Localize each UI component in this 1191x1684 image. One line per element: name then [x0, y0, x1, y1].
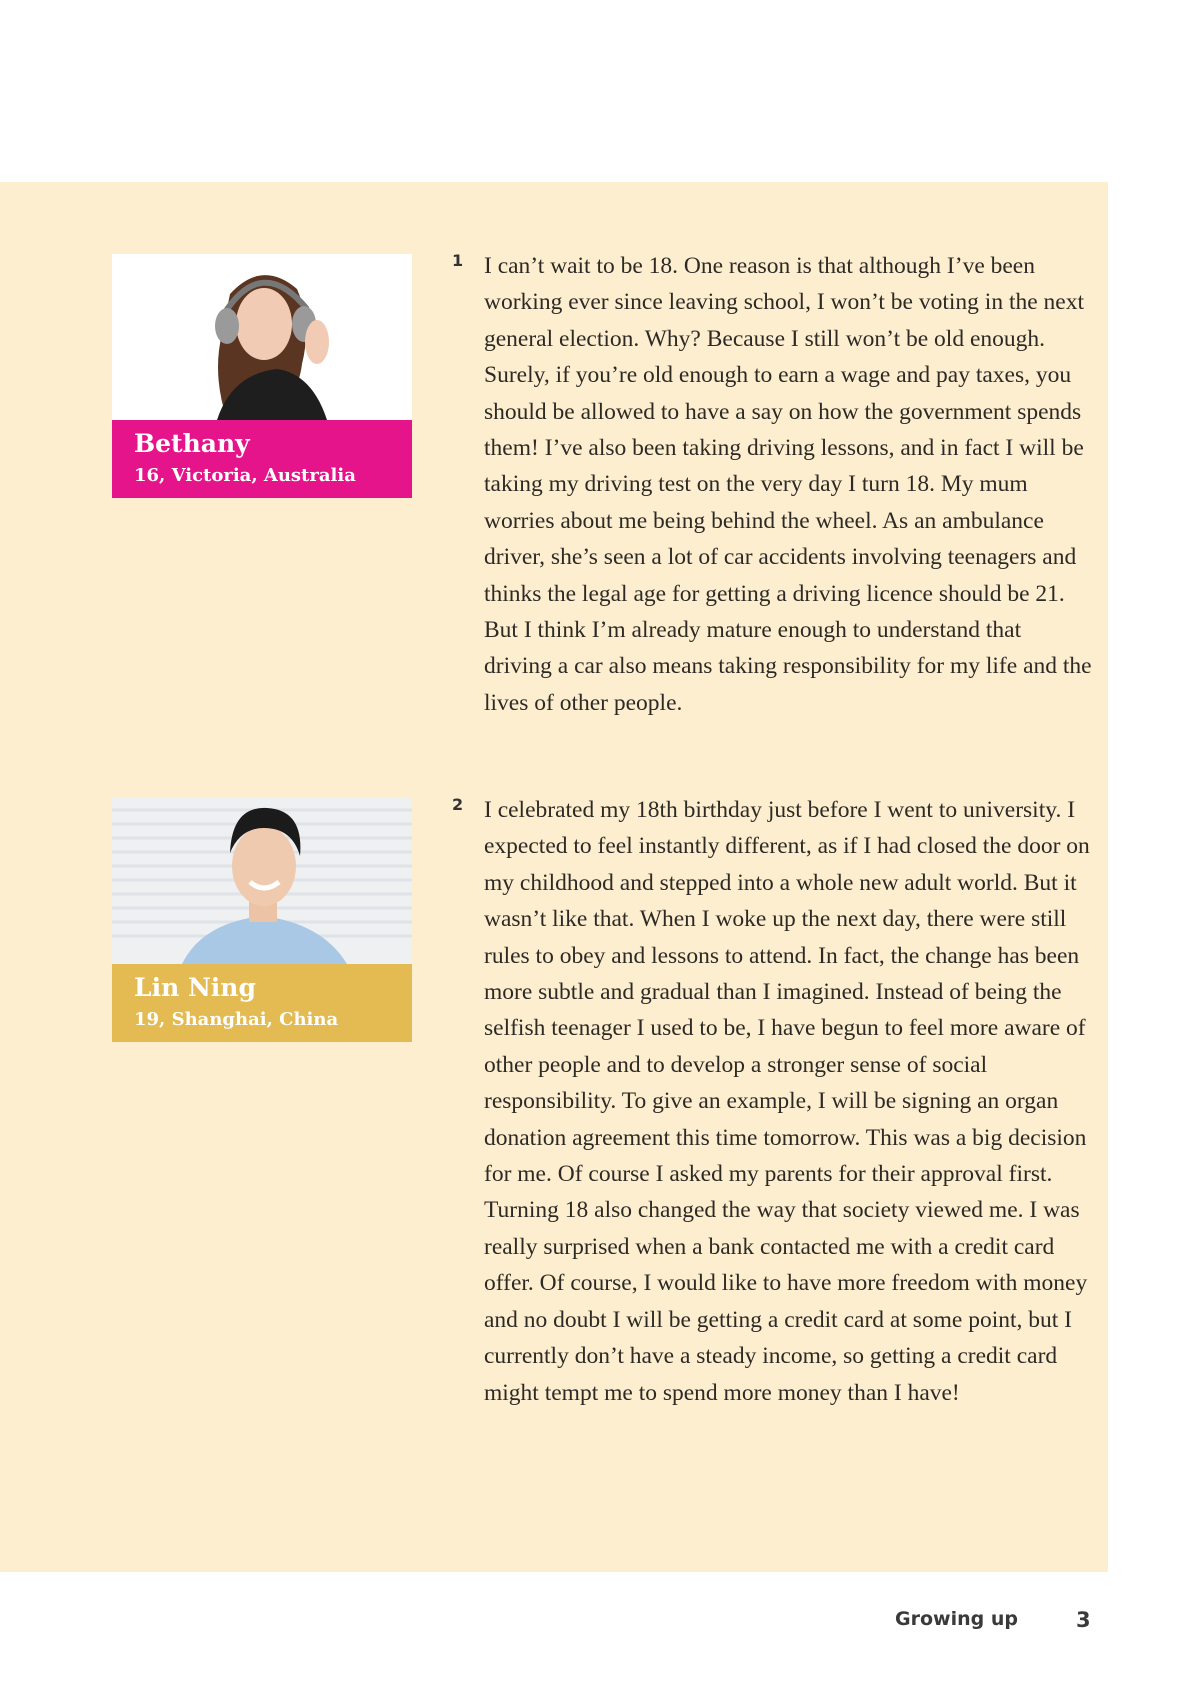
lin-ning-photo [112, 798, 412, 964]
bethany-photo [112, 254, 412, 420]
profile-card-bethany [112, 254, 412, 498]
entry-number: 1 [452, 251, 464, 270]
entry-2 [452, 792, 1092, 1411]
page-footer [0, 1608, 1191, 1638]
section-title: Growing up [895, 1608, 1018, 1630]
bethany-caption [112, 420, 412, 498]
profile-details: 16, Victoria, Australia [134, 465, 356, 486]
profile-details: 19, Shanghai, China [134, 1009, 339, 1030]
profile-name: Bethany [134, 429, 250, 458]
entry-1 [452, 248, 1092, 721]
entry-number: 2 [452, 795, 464, 814]
page-number: 3 [1076, 1608, 1091, 1632]
profile-name: Lin Ning [134, 973, 256, 1002]
profile-card-lin-ning [112, 798, 412, 1042]
lin-ning-caption [112, 964, 412, 1042]
entry-text: I celebrated my 18th birthday just before I went to university. I expected to feel instantly different, as if I had closed the door on my childhood and stepped into a whole new adult world. But it wasn’t like that. When I woke up the next day, there were still rules to obey and lessons to attend. In fact, the change has been more subtle and gradual than I imagined. Instead of being the selfish teenager I used to be, I have begun to feel more aware of other people and to develop a stronger sense of social responsibility. To give an example, I will be signing an organ donation agreement this time tomorrow. This was a big decision for me. Of course I asked my parents for their approval first. Turning 18 also changed the way that society viewed me. I was really surprised when a bank contacted me with a credit card offer. Of course, I would like to have more freedom with money and no doubt I will be getting a credit card at some point, but I currently don’t have a steady income, so getting a credit card might tempt me to spend more money than I have! [484, 797, 1090, 1406]
entry-text: I can’t wait to be 18. One reason is that although I’ve been working ever since leaving school, I won’t be voting in the next general election. Why? Because I still won’t be old enough. Surely, if you’re old enough to earn a wage and pay taxes, you should be allowed to have a say on how the government spends them! I’ve also been taking driving lessons, and in fact I will be taking my driving test on the very day I turn 18. My mum worries about me being behind the wheel. As an ambulance driver, she’s seen a lot of car accidents involving teenagers and thinks the legal age for getting a driving licence should be 21. But I think I’m already mature enough to understand that driving a car also means taking responsibility for my life and the lives of other people. [484, 253, 1092, 716]
